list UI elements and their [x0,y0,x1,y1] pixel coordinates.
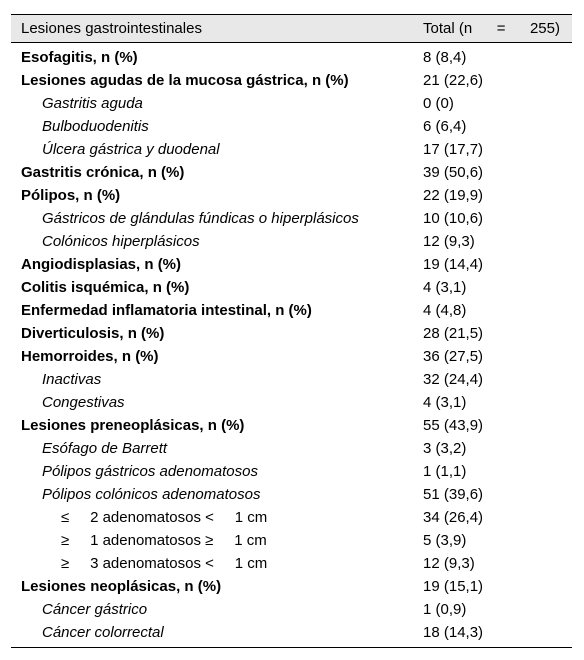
lesion-total: 4 (3,1) [423,279,467,296]
lesions-table [11,14,572,648]
lesion-label: Inactivas [42,371,102,388]
lesion-total: 17 (17,7) [423,141,484,158]
lesion-label: Colónicos hiperplásicos [42,233,200,250]
lesion-label: Gástricos de glándulas fúndicas o hiperplásicos [42,210,359,227]
lesion-label: Enfermedad inflamatoria intestinal, n (%) [21,302,312,319]
lesion-label: Cáncer colorrectal [42,624,164,641]
table-row [11,299,572,322]
table-row [11,115,572,138]
lesion-label: Cáncer gástrico [42,601,148,618]
lesion-total: 51 (39,6) [423,486,484,503]
lesion-label: Hemorroides, n (%) [21,348,159,365]
lesion-label: ≤ 2 adenomatosos < 1 cm [61,509,268,526]
table-row [11,414,572,437]
table-row [11,230,572,253]
lesion-label: Pólipos gástricos adenomatosos [42,463,258,480]
lesion-total: 3 (3,2) [423,440,467,457]
lesion-total: 5 (3,9) [423,532,467,549]
table-row [11,92,572,115]
table-row [11,575,572,598]
table-row [11,207,572,230]
lesion-total: 21 (22,6) [423,72,484,89]
table-row [11,69,572,92]
lesion-label: ≥ 3 adenomatosos < 1 cm [61,555,268,572]
lesion-total: 6 (6,4) [423,118,467,135]
lesion-total: 12 (9,3) [423,233,475,250]
lesion-total: 34 (26,4) [423,509,484,526]
table-row [11,276,572,299]
table-row [11,552,572,575]
lesion-label: Esofagitis, n (%) [21,49,138,66]
table-row [11,345,572,368]
table-row [11,621,572,644]
table-row [11,483,572,506]
lesion-label: Congestivas [42,394,125,411]
lesion-label: Lesiones neoplásicas, n (%) [21,578,222,595]
table-row [11,253,572,276]
lesion-total: 22 (19,9) [423,187,484,204]
table-row [11,184,572,207]
lesion-total: 55 (43,9) [423,417,484,434]
lesion-label: Gastritis aguda [42,95,143,112]
lesion-total: 19 (14,4) [423,256,484,273]
lesion-total: 1 (1,1) [423,463,467,480]
lesion-total: 4 (3,1) [423,394,467,411]
lesion-total: 0 (0) [423,95,454,112]
table-row [11,322,572,345]
table-row [11,506,572,529]
lesion-total: 19 (15,1) [423,578,484,595]
table-row [11,529,572,552]
table-body [11,43,572,648]
table-header [11,15,572,43]
lesion-label: Pólipos colónicos adenomatosos [42,486,261,503]
table-row [11,460,572,483]
table-row [11,437,572,460]
lesion-label: Lesiones agudas de la mucosa gástrica, n (%) [21,72,349,89]
lesion-total: 12 (9,3) [423,555,475,572]
table-row [11,598,572,621]
header-total-n: 255) [529,20,560,37]
lesion-label: Angiodisplasias, n (%) [21,256,182,273]
lesion-label: Pólipos, n (%) [21,187,121,204]
lesion-label: Úlcera gástrica y duodenal [42,141,220,158]
lesion-total: 4 (4,8) [423,302,467,319]
lesion-total: 1 (0,9) [423,601,467,618]
lesion-total: 18 (14,3) [423,624,484,641]
header-total [423,20,572,37]
lesion-label: Bulboduodenitis [42,118,149,135]
lesion-total: 39 (50,6) [423,164,484,181]
table-row [11,46,572,69]
lesion-label: Diverticulosis, n (%) [21,325,165,342]
lesion-label: ≥ 1 adenomatosos ≥ 1 cm [61,532,267,549]
lesion-label: Esófago de Barrett [42,440,168,457]
lesion-total: 32 (24,4) [423,371,484,388]
lesion-total: 28 (21,5) [423,325,484,342]
table-row [11,391,572,414]
header-total-label: Total (n [423,20,473,37]
header-lesions: Lesiones gastrointestinales [21,20,202,37]
lesion-total: 8 (8,4) [423,49,467,66]
lesion-label: Colitis isquémica, n (%) [21,279,190,296]
header-total-equals: = [496,20,506,37]
lesion-total: 36 (27,5) [423,348,484,365]
lesion-label: Lesiones preneoplásicas, n (%) [21,417,245,434]
table-row [11,138,572,161]
lesion-total: 10 (10,6) [423,210,484,227]
table-row [11,161,572,184]
table-row [11,368,572,391]
lesion-label: Gastritis crónica, n (%) [21,164,185,181]
